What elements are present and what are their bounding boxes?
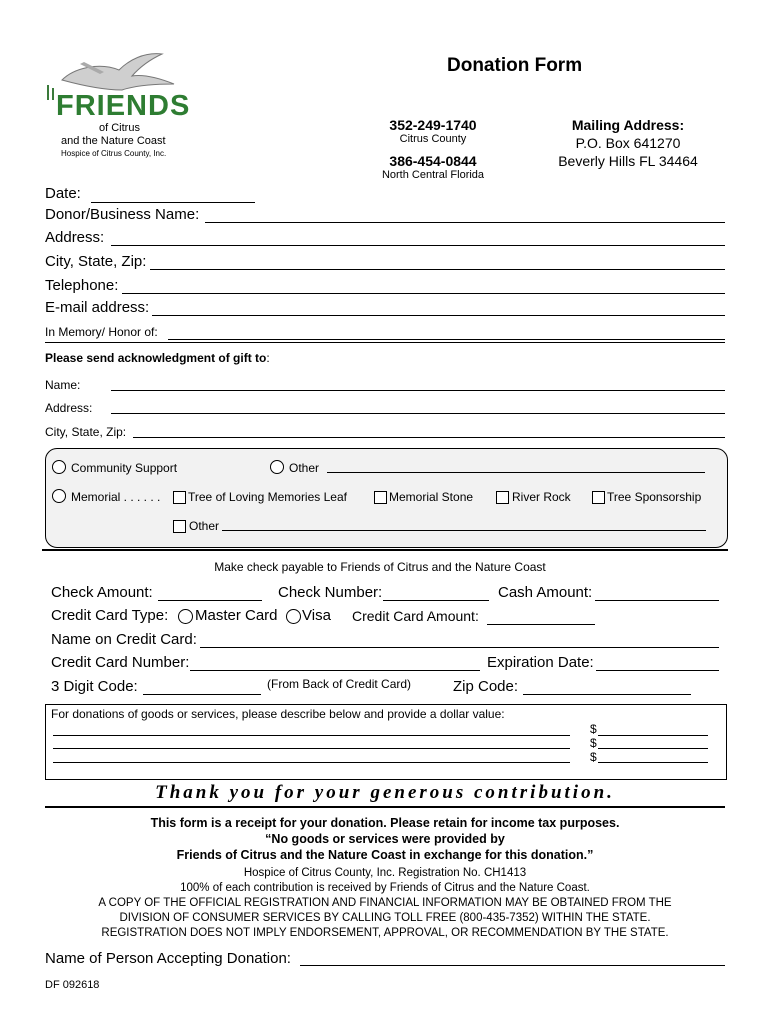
tree-sponsorship-label: Tree Sponsorship	[607, 490, 702, 504]
river-rock-label: River Rock	[512, 490, 571, 504]
digit-code-field[interactable]	[143, 694, 261, 695]
memory-field[interactable]	[168, 339, 725, 340]
card-amount-label: Credit Card Amount:	[352, 608, 479, 624]
receipt-line-1: This form is a receipt for your donation. Please retain for income tax purposes.	[150, 816, 620, 830]
card-amount-field[interactable]	[487, 624, 595, 625]
ack-address-field[interactable]	[111, 413, 725, 414]
phone2-area: North Central Florida	[381, 169, 485, 181]
phone2: 386-454-0844	[389, 153, 477, 169]
accepting-label: Name of Person Accepting Donation:	[45, 950, 291, 967]
other-top-radio[interactable]	[270, 460, 284, 474]
other-bottom-checkbox[interactable]	[173, 520, 186, 533]
logo-sub2: and the Nature Coast	[61, 135, 166, 147]
goods-instruction: For donations of goods or services, please describe below and provide a dollar value:	[51, 707, 505, 721]
receipt-line-4: Hospice of Citrus County, Inc. Registration No. CH1413	[243, 867, 527, 879]
ack-name-label: Name:	[45, 378, 81, 392]
digit-code-label: 3 Digit Code:	[51, 678, 138, 695]
master-card-label: Master Card	[195, 607, 278, 624]
expiration-field[interactable]	[596, 670, 719, 671]
check-number-field[interactable]	[383, 600, 489, 601]
community-support-radio[interactable]	[52, 460, 66, 474]
other-bottom-label: Other	[189, 519, 220, 533]
options-box-bottom-rule	[42, 549, 728, 551]
date-label: Date:	[45, 185, 81, 202]
check-amount-label: Check Amount:	[51, 584, 153, 601]
zip-field[interactable]	[523, 694, 691, 695]
date-field[interactable]	[91, 202, 255, 203]
receipt-line-8: REGISTRATION DOES NOT IMPLY ENDORSEMENT, APPROVAL, OR RECOMMENDATION BY THE STATE.	[101, 927, 669, 939]
receipt-line-6: A COPY OF THE OFFICIAL REGISTRATION AND FINANCIAL INFORMATION MAY BE OBTAINED FROM THE	[98, 897, 672, 909]
ack-address-label: Address:	[45, 401, 93, 415]
thank-you-message: Thank you for your generous contribution.	[155, 782, 615, 803]
donor-name-field[interactable]	[205, 222, 725, 223]
from-back-note: (From Back of Credit Card)	[267, 677, 412, 691]
ack-city-label: City, State, Zip:	[45, 425, 127, 439]
address-label: Address:	[45, 229, 105, 246]
address-field[interactable]	[111, 245, 725, 246]
check-amount-field[interactable]	[158, 600, 262, 601]
memorial-label: Memorial . . . . . .	[71, 490, 161, 504]
section-divider	[45, 342, 725, 343]
value-field-2[interactable]	[598, 748, 708, 749]
dollar-sign-1: $	[590, 722, 597, 736]
value-field-3[interactable]	[598, 762, 708, 763]
tree-sponsorship-checkbox[interactable]	[592, 491, 605, 504]
cash-amount-field[interactable]	[595, 600, 719, 601]
phone1-area: Citrus County	[399, 133, 467, 145]
community-support-label: Community Support	[71, 461, 178, 475]
river-rock-checkbox[interactable]	[496, 491, 509, 504]
logo	[44, 40, 194, 160]
thanks-rule	[45, 806, 725, 808]
donor-name-label: Donor/Business Name:	[45, 206, 200, 223]
memory-label: In Memory/ Honor of:	[45, 325, 158, 339]
payable-note: Make check payable to Friends of Citrus and the Nature Coast	[214, 560, 546, 574]
ack-heading-text: Please send acknowledgment of gift to	[45, 351, 267, 365]
telephone-field[interactable]	[122, 293, 725, 294]
visa-radio[interactable]	[286, 609, 301, 624]
other-bottom-field[interactable]	[222, 530, 706, 531]
city-label: City, State, Zip:	[45, 253, 147, 270]
tree-leaf-checkbox[interactable]	[173, 491, 186, 504]
ack-city-field[interactable]	[133, 437, 725, 438]
memorial-stone-label: Memorial Stone	[389, 490, 474, 504]
tree-leaf-label: Tree of Loving Memories Leaf	[188, 490, 347, 504]
ack-heading-colon: :	[266, 351, 270, 365]
check-number-label: Check Number:	[278, 584, 383, 601]
accepting-field[interactable]	[300, 965, 725, 966]
master-card-radio[interactable]	[178, 609, 193, 624]
goods-line-2[interactable]	[53, 748, 570, 749]
card-number-label: Credit Card Number:	[51, 654, 190, 671]
goods-line-1[interactable]	[53, 735, 570, 736]
telephone-label: Telephone:	[45, 277, 119, 294]
memorial-stone-checkbox[interactable]	[374, 491, 387, 504]
card-type-label: Credit Card Type:	[51, 607, 169, 624]
page-title: Donation Form	[447, 55, 583, 76]
other-top-label: Other	[289, 461, 320, 475]
value-field-1[interactable]	[598, 735, 708, 736]
logo-sub1: of Citrus	[99, 122, 140, 134]
name-on-card-field[interactable]	[200, 647, 719, 648]
receipt-line-2: “No goods or services were provided by	[265, 832, 505, 846]
name-on-card-label: Name on Credit Card:	[51, 631, 197, 648]
card-number-field[interactable]	[190, 670, 480, 671]
visa-label: Visa	[302, 607, 331, 624]
cash-amount-label: Cash Amount:	[498, 584, 593, 601]
logo-name: FRIENDS	[56, 90, 191, 122]
phone1: 352-249-1740	[389, 117, 477, 133]
receipt-line-5: 100% of each contribution is received by Friends of Citrus and the Nature Coast.	[180, 882, 590, 894]
receipt-line-3: Friends of Citrus and the Nature Coast in exchange for this donation.”	[176, 848, 594, 862]
form-code: DF 092618	[45, 979, 100, 991]
dollar-sign-2: $	[590, 736, 597, 750]
ack-name-field[interactable]	[111, 390, 725, 391]
city-field[interactable]	[150, 269, 725, 270]
mailing-line1: P.O. Box 641270	[575, 135, 681, 151]
email-label: E-mail address:	[45, 299, 150, 316]
receipt-line-7: DIVISION OF CONSUMER SERVICES BY CALLING TOLL FREE (800-435-7352) WITHIN THE STATE.	[119, 912, 651, 924]
other-top-field[interactable]	[327, 472, 705, 473]
zip-label: Zip Code:	[453, 678, 519, 695]
mailing-line2: Beverly Hills FL 34464	[558, 153, 698, 169]
expiration-label: Expiration Date:	[487, 654, 594, 671]
goods-line-3[interactable]	[53, 762, 570, 763]
dollar-sign-3: $	[590, 750, 597, 764]
ack-heading	[45, 351, 270, 365]
email-field[interactable]	[152, 315, 725, 316]
mailing-label: Mailing Address:	[571, 117, 685, 133]
memorial-radio[interactable]	[52, 489, 66, 503]
logo-sub3: Hospice of Citrus County, Inc.	[61, 149, 167, 158]
